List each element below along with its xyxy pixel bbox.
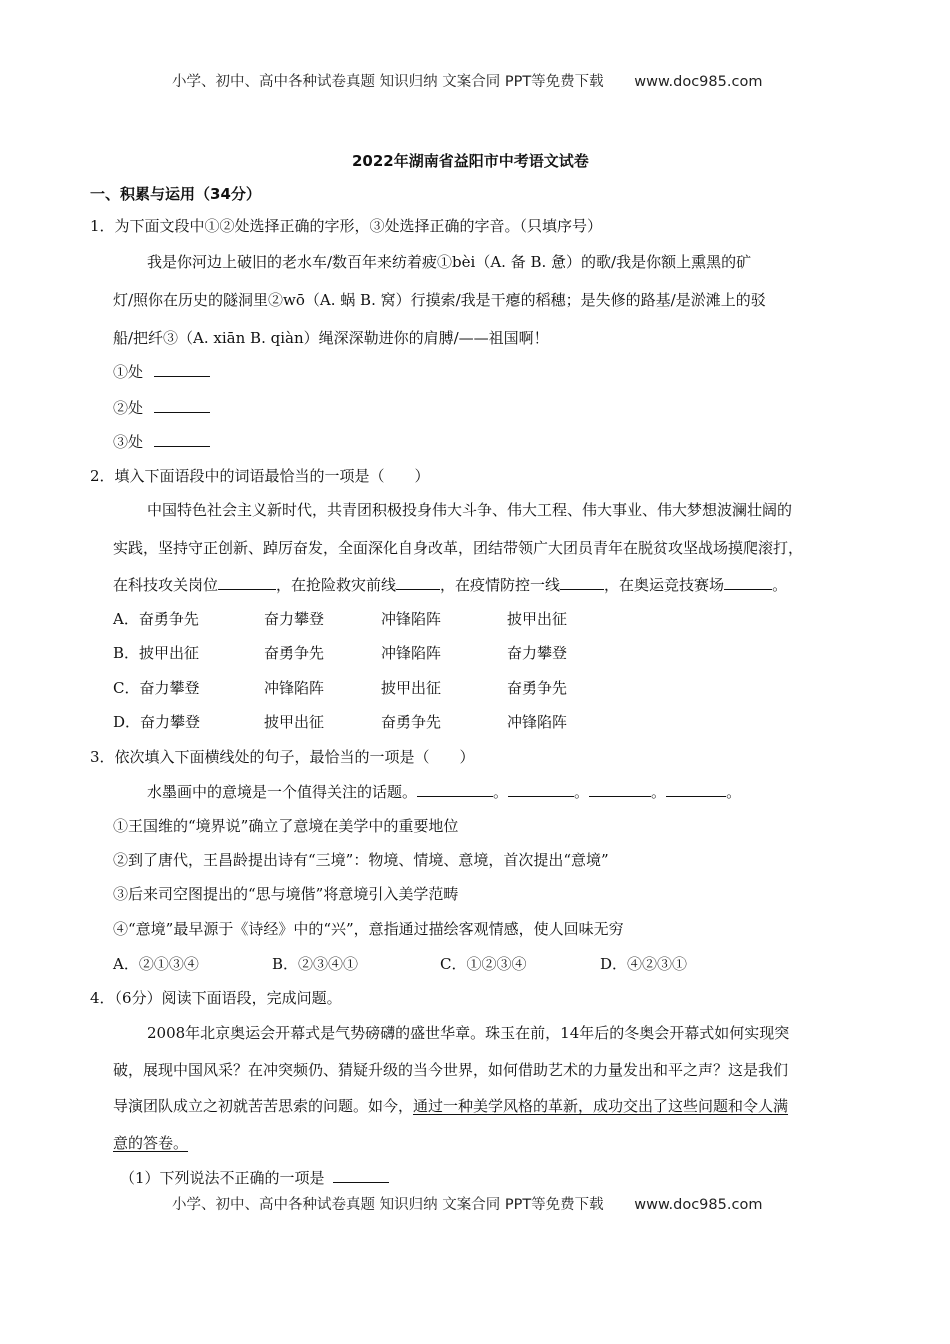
q2-text-d: ，在奥运竞技赛场 bbox=[604, 576, 725, 594]
q4-para-line4 bbox=[113, 1133, 188, 1153]
q1-stem: 1．为下面文段中①②处选择正确的字形，③处选择正确的字音。（只填序号） bbox=[90, 217, 603, 235]
q3-option-b[interactable]: B．②③④① bbox=[272, 955, 359, 973]
q3-item-4: ④“意境”最早源于《诗经》中的“兴”，意指通过描绘客观情感，使人回味无穷 bbox=[113, 920, 624, 938]
q2-option-b-col4: 奋力攀登 bbox=[507, 644, 568, 662]
q1-answer-3-blank[interactable] bbox=[154, 432, 210, 447]
header-site-link[interactable]: www.doc985.com bbox=[634, 74, 763, 90]
q4-para-line3 bbox=[113, 1096, 788, 1116]
q2-option-b-col2: 奋勇争先 bbox=[264, 644, 325, 662]
footer-site-link[interactable]: www.doc985.com bbox=[634, 1197, 763, 1213]
q2-para-line3 bbox=[113, 575, 787, 595]
q1-answer-1 bbox=[113, 362, 210, 382]
q1-answer-2-label: ②处 bbox=[113, 399, 144, 417]
q4-para-line2: 破，展现中国风采？在冲突频仍、猜疑升级的当今世界，如何借助艺术的力量发出和平之声？这是我们 bbox=[113, 1061, 789, 1079]
q4-para-line1: 2008年北京奥运会开幕式是气势磅礴的盛世华章。珠玉在前，14年后的冬奥会开幕式如何实现突 bbox=[147, 1024, 790, 1042]
q1-answer-1-label: ①处 bbox=[113, 363, 144, 381]
q3-blank-1[interactable] bbox=[417, 782, 493, 797]
q1-line3: 船/把纤③（A. xiān B. qiàn）绳深深勒进你的肩膊/——祖国啊！ bbox=[113, 329, 549, 347]
q1-answer-2-blank[interactable] bbox=[154, 398, 210, 413]
q3-lead: 水墨画中的意境是一个值得关注的话题。 。 。 。 。 bbox=[147, 783, 742, 801]
q2-text-e: 。 bbox=[772, 576, 788, 594]
q2-option-a-col3: 冲锋陷阵 bbox=[381, 610, 442, 628]
q1-answer-1-blank[interactable] bbox=[154, 362, 210, 377]
q3-blank-4[interactable] bbox=[666, 782, 726, 797]
q3-item-3: ③后来司空图提出的“思与境偕”将意境引入美学范畴 bbox=[113, 885, 459, 903]
q4-underlined-text-1: 通过一种美学风格的革新，成功交出了这些问题和令人满 bbox=[413, 1097, 789, 1115]
q3-item-1: ①王国维的“境界说”确立了意境在美学中的重要地位 bbox=[113, 817, 459, 835]
footer-text: 小学、初中、高中各种试卷真题 知识归纳 文案合同 PPT等免费下载 bbox=[172, 1197, 604, 1213]
q3-option-a[interactable]: A．②①③④ bbox=[113, 955, 199, 973]
section-heading: 一、积累与运用（34分） bbox=[90, 185, 261, 203]
q2-blank-4[interactable] bbox=[724, 575, 772, 590]
q2-text-b: ，在抢险救灾前线 bbox=[276, 576, 397, 594]
q1-line2 bbox=[113, 290, 766, 310]
q3-option-d[interactable]: D．④②③① bbox=[600, 955, 688, 973]
q2-text-c: ，在疫情防控一线 bbox=[440, 576, 561, 594]
q2-para-line2: 实践，坚持守正创新、踔厉奋发，全面深化自身改革，团结带领广大团员青年在脱贫攻坚战场摸爬滚打， bbox=[113, 539, 804, 557]
q4-stem: 4．（6分）阅读下面语段，完成问题。 bbox=[90, 989, 342, 1007]
q2-option-a-col4: 披甲出征 bbox=[507, 610, 568, 628]
q3-lead-text: 水墨画中的意境是一个值得关注的话题。 bbox=[147, 783, 418, 801]
q4-para-line3-text: 导演团队成立之初就苦苦思索的问题。如今， bbox=[113, 1097, 414, 1115]
q2-option-d-col2: 披甲出征 bbox=[264, 713, 325, 731]
q2-option-c-col3: 披甲出征 bbox=[381, 679, 442, 697]
q3-stem: 3．依次填入下面横线处的句子，最恰当的一项是（ ） bbox=[90, 748, 475, 766]
q2-option-d-col3: 奋勇争先 bbox=[381, 713, 442, 731]
q3-item-2: ②到了唐代，王昌龄提出诗有“三境”：物境、情境、意境，首次提出“意境” bbox=[113, 851, 609, 869]
q2-text-a: 在科技攻关岗位 bbox=[113, 576, 219, 594]
q2-option-b-col3: 冲锋陷阵 bbox=[381, 644, 442, 662]
q2-option-d-col4: 冲锋陷阵 bbox=[507, 713, 568, 731]
q3-blank-2[interactable] bbox=[508, 782, 574, 797]
q2-option-b-col1: B．披甲出征 bbox=[113, 644, 200, 662]
q2-blank-2[interactable] bbox=[396, 575, 440, 590]
q2-option-c-col2: 冲锋陷阵 bbox=[264, 679, 325, 697]
q1-line2-text: 灯/照你在历史的隧洞里②wō（A. 蜗 B. 窝）行摸索/我是干瘪的稻穗；是失修的路基/是淤滩上的驳 bbox=[113, 291, 766, 309]
q2-blank-3[interactable] bbox=[560, 575, 604, 590]
q2-option-c-col1: C．奋力攀登 bbox=[113, 679, 200, 697]
q2-option-a-col2: 奋力攀登 bbox=[264, 610, 325, 628]
q2-option-c-col4: 奋勇争先 bbox=[507, 679, 568, 697]
q4-underlined-text-2: 意的答卷。 bbox=[113, 1134, 189, 1152]
page-header bbox=[172, 70, 762, 91]
q3-blank-3[interactable] bbox=[589, 782, 651, 797]
q1-line1: 我是你河边上破旧的老水车/数百年来纺着疲①bèi（A. 备 B. 惫）的歌/我是你额上熏黑的矿 bbox=[147, 253, 752, 271]
q3-option-c[interactable]: C．①②③④ bbox=[440, 955, 527, 973]
q1-answer-2 bbox=[113, 398, 210, 418]
q4-sub1-blank[interactable] bbox=[333, 1168, 389, 1183]
q2-blank-1[interactable] bbox=[218, 575, 276, 590]
q2-para-line1: 中国特色社会主义新时代，共青团积极投身伟大斗争、伟大工程、伟大事业、伟大梦想波澜壮阔的 bbox=[147, 501, 793, 519]
q4-sub1-text: （1）下列说法不正确的一项是 bbox=[120, 1169, 325, 1187]
q2-option-a-col1: A．奋勇争先 bbox=[113, 610, 199, 628]
document-title: 2022年湖南省益阳市中考语文试卷 bbox=[352, 152, 589, 170]
q2-option-d-col1: D．奋力攀登 bbox=[113, 713, 201, 731]
q4-sub1 bbox=[120, 1168, 389, 1188]
q1-answer-3-label: ③处 bbox=[113, 433, 144, 451]
q1-answer-3 bbox=[113, 432, 210, 452]
q2-stem: 2．填入下面语段中的词语最恰当的一项是（ ） bbox=[90, 467, 430, 485]
header-text: 小学、初中、高中各种试卷真题 知识归纳 文案合同 PPT等免费下载 bbox=[172, 74, 604, 90]
page-footer bbox=[172, 1193, 762, 1214]
